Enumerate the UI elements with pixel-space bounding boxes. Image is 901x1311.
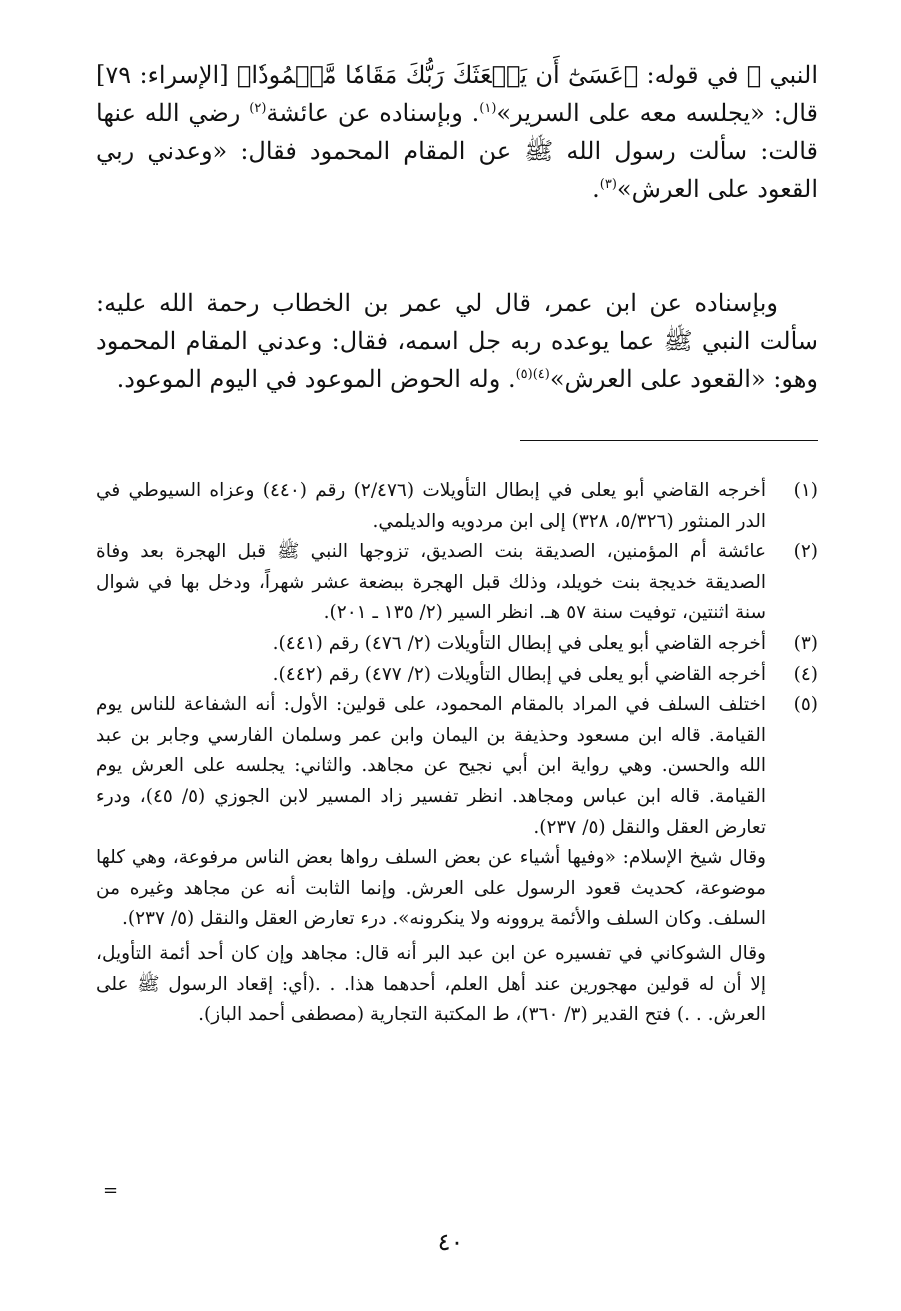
footnote-number: (١) <box>793 480 818 501</box>
footnote-text: اختلف السلف في المراد بالمقام المحمود، على قولين: الأول: أنه الشفاعة للناس يوم القيامة. قاله ابن مسعود وحذيفة بن اليمان وابن عمر وسلمان الفارسي وجابر بن عبد الله والحسن. وهي رواية ابن أبي نجيح عن مجاهد. والثاني: يجلسه على العرش يوم القيامة. قاله ابن عباس ومجاهد. انظر تفسير زاد المسير لابن الجوزي (٥/ ٤٥)، ودرء تعارض العقل والنقل (٥/ ٢٣٧). <box>96 694 766 838</box>
paragraph-text-rest: رضي الله عنها قالت: سألت رسول الله ﷺ عن المقام المحمود فقال: «وعدني ربي القعود على العرش» <box>96 99 818 203</box>
footnote-5-continuation-1: وقال شيخ الإسلام: «وفيها أشياء عن بعض السلف رواها بعض الناس مرفوعة، وهي كلها موضوعة، كحديث قعود الرسول على العرش. وإنما الثابت أنه عن مجاهد وغيره من السلف. وكان السلف والأئمة يروونه ولا ينكرونه». درء تعارض العقل والنقل (٥/ ٢٣٧). <box>96 847 766 930</box>
footnote-5 <box>96 690 818 843</box>
footnote-1 <box>96 476 818 537</box>
verse-reference: [الإسراء: ٧٩] قال: «يجلسه معه على السرير» <box>96 61 819 127</box>
footnote-text: أخرجه القاضي أبو يعلى في إبطال التأويلات (٢/ ٤٧٧) رقم (٤٤٢). <box>272 663 766 685</box>
footnotes-section <box>96 476 818 1031</box>
paragraph-body: وبإسناده عن ابن عمر، قال لي عمر بن الخطاب رحمة الله عليه: سألت النبي ﷺ عما يوعده ربه جل اسمه، فقال: وعدني المقام المحمود وهو: «القعود على العرش» <box>96 289 818 393</box>
footnote-separator <box>520 440 818 441</box>
footnote-marker-4-5[interactable]: (٤)(٥) <box>515 367 550 382</box>
footnote-3 <box>96 629 818 660</box>
footnote-number: (٢) <box>793 541 818 563</box>
footnote-4 <box>96 660 818 691</box>
footnote-2 <box>96 537 818 629</box>
paragraph-text <box>96 284 818 398</box>
page-number: ٤٠ <box>437 1228 464 1256</box>
paragraph-prefix: النبي ﷺ في قوله: <box>638 61 818 89</box>
main-paragraph-2 <box>96 284 818 398</box>
footnote-number: (٣) <box>793 632 818 654</box>
footnote-text: أخرجه القاضي أبو يعلى في إبطال التأويلات (٢/٤٧٦) رقم (٤٤٠) وعزاه السيوطي في الدر المنثور (٥/٣٢٦، ٣٢٨) إلى ابن مردويه والديلمي. <box>96 480 766 532</box>
footnote-number: (٤) <box>793 663 818 685</box>
footnote-marker-2[interactable]: (٢) <box>249 101 267 116</box>
paragraph-text-mid: . وبإسناده عن عائشة <box>266 99 480 127</box>
footnote-5-continuation-2: وقال الشوكاني في تفسيره عن ابن عبد البر أنه قال: مجاهد وإن كان أحد أئمة التأويل، إلا أن له قولين مهجورين عند أهل العلم، أحدهما هذا. . .(أي: إقعاد الرسول ﷺ على العرش. . .) فتح القدير (٣/ ٣٦٠)، ط المكتبة التجارية (مصطفى أحمد الباز). <box>96 942 766 1026</box>
footnote-marker-3[interactable]: (٣) <box>599 177 617 192</box>
footnote-marker-1[interactable]: (١) <box>479 101 497 116</box>
paragraph-text <box>96 56 818 208</box>
footnote-text: عائشة أم المؤمنين، الصديقة بنت الصديق، تزوجها النبي ﷺ قبل الهجرة بعد وفاة الصديقة خديجة بنت خويلد، وذلك قبل الهجرة ببضعة عشر شهراً، ودخل بها في شوال سنة اثنتين، توفيت سنة ٥٧ هـ. انظر السير (٢/ ١٣٥ ـ ٢٠١). <box>96 541 766 624</box>
paragraph-end: . وله الحوض الموعود في اليوم الموعود. <box>116 365 516 393</box>
paragraph-end: . <box>592 175 600 203</box>
footnote-number: (٥) <box>793 694 818 716</box>
main-paragraph-1 <box>96 56 818 208</box>
footnote-text: أخرجه القاضي أبو يعلى في إبطال التأويلات (٢/ ٤٧٦) رقم (٤٤١). <box>272 632 766 654</box>
quran-verse: ﴿عَسَىٰٓ أَن يَبۡعَثَكَ رَبُّكَ مَقَامٗا مَّحۡمُودٗا﴾ <box>236 61 639 89</box>
continuation-mark: = <box>103 1180 119 1201</box>
